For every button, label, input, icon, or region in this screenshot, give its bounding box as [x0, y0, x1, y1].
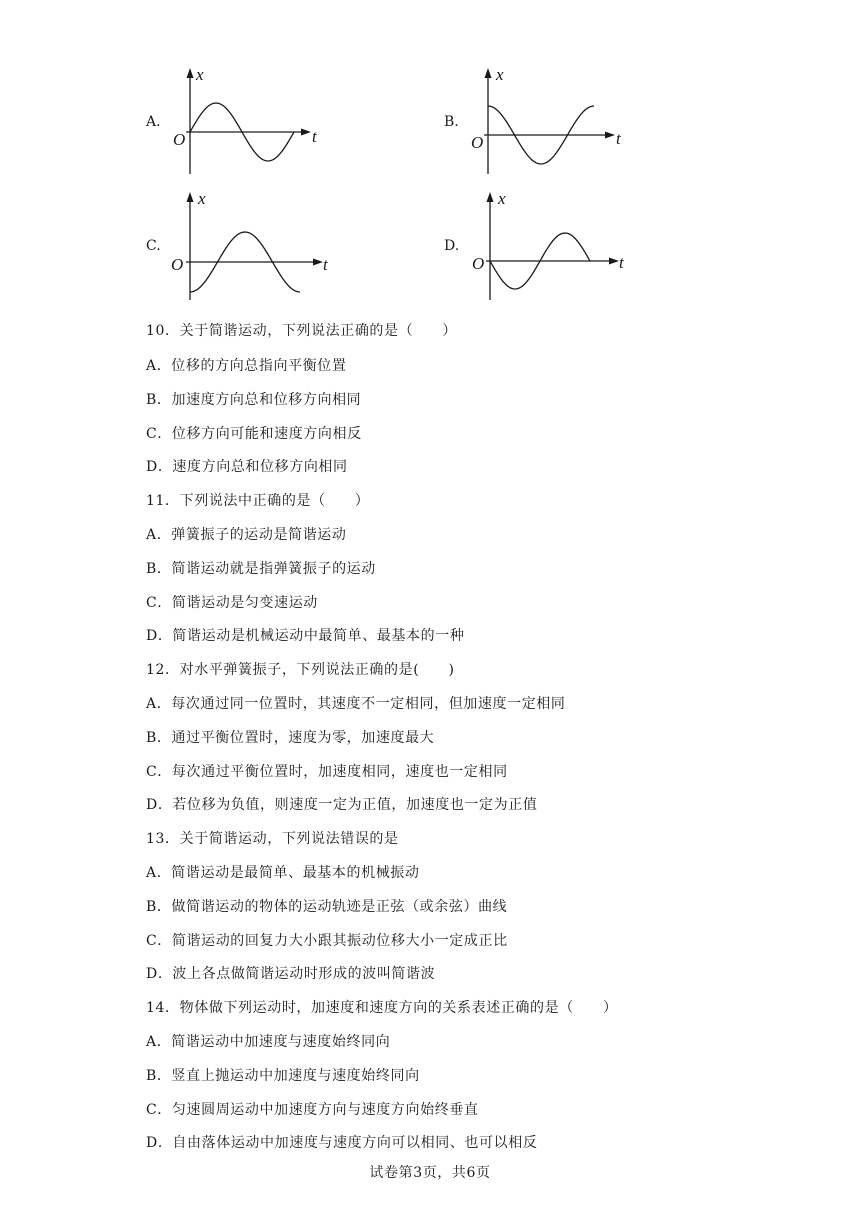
- question-10-option-c: C．位移方向可能和速度方向相反: [146, 426, 362, 442]
- question-10-option-d: D．速度方向总和位移方向相同: [146, 459, 348, 475]
- graph-option-a: [160, 64, 330, 184]
- page-footer: 试卷第3页，共6页: [369, 1165, 491, 1181]
- question-12-option-b: B．通过平衡位置时，速度为零，加速度最大: [146, 730, 435, 746]
- graph-option-b: [458, 64, 633, 184]
- question-14-stem: 14．物体做下列运动时，加速度和速度方向的关系表述正确的是（ ）: [146, 1000, 618, 1016]
- graph-option-c: [160, 188, 345, 308]
- question-10-option-b: B．加速度方向总和位移方向相同: [146, 392, 362, 408]
- graph-option-label-a: A.: [146, 114, 161, 130]
- t-axis-label: t: [323, 255, 328, 274]
- question-11-option-b: B．简谐运动就是指弹簧振子的运动: [146, 561, 376, 577]
- graph-option-d: [458, 188, 638, 308]
- question-12-option-c: C．每次通过平衡位置时，加速度相同，速度也一定相同: [146, 764, 508, 780]
- question-14-option-b: B．竖直上抛运动中加速度与速度始终同向: [146, 1068, 420, 1084]
- t-axis-label: t: [616, 129, 621, 148]
- question-11-option-a: A．弹簧振子的运动是简谐运动: [146, 527, 347, 543]
- question-12-option-d: D．若位移为负值，则速度一定为正值，加速度也一定为正值: [146, 797, 538, 813]
- question-14-option-d: D．自由落体运动中加速度与速度方向可以相同、也可以相反: [146, 1135, 538, 1151]
- t-axis-label: t: [619, 253, 624, 272]
- origin-label: O: [173, 130, 186, 149]
- question-14-option-c: C．匀速圆周运动中加速度方向与速度方向始终垂直: [146, 1102, 479, 1118]
- graph-option-label-c: C.: [146, 238, 161, 254]
- origin-label: O: [471, 133, 484, 152]
- question-12-stem: 12．对水平弹簧振子，下列说法正确的是( ): [146, 662, 455, 678]
- t-axis-label: t: [312, 127, 317, 146]
- question-13-option-d: D．波上各点做简谐运动时形成的波叫简谐波: [146, 966, 436, 982]
- origin-label: O: [472, 254, 485, 273]
- question-11-option-c: C．简谐运动是匀变速运动: [146, 595, 318, 611]
- question-11-option-d: D．简谐运动是机械运动中最简单、最基本的一种: [146, 628, 465, 644]
- question-12-option-a: A．每次通过同一位置时，其速度不一定相同，但加速度一定相同: [146, 696, 566, 712]
- y-axis-label: x: [198, 189, 206, 208]
- question-10-stem: 10．关于简谐运动，下列说法正确的是（ ）: [146, 323, 458, 339]
- graph-option-label-d: D.: [444, 238, 460, 254]
- origin-label: O: [171, 255, 184, 274]
- question-14-option-a: A．简谐运动中加速度与速度始终同向: [146, 1034, 391, 1050]
- question-13-option-c: C．简谐运动的回复力大小跟其振动位移大小一定成正比: [146, 933, 508, 949]
- y-axis-label: x: [196, 65, 204, 84]
- question-11-stem: 11．下列说法中正确的是（ ）: [146, 493, 370, 509]
- graph-option-label-b: B.: [444, 114, 459, 130]
- question-13-option-a: A．简谐运动是最简单、最基本的机械振动: [146, 865, 420, 881]
- y-axis-label: x: [496, 65, 504, 84]
- question-13-option-b: B．做简谐运动的物体的运动轨迹是正弦（或余弦）曲线: [146, 899, 508, 915]
- y-axis-label: x: [498, 189, 506, 208]
- question-13-stem: 13．关于简谐运动，下列说法错误的是: [146, 831, 399, 847]
- question-10-option-a: A．位移的方向总指向平衡位置: [146, 358, 347, 374]
